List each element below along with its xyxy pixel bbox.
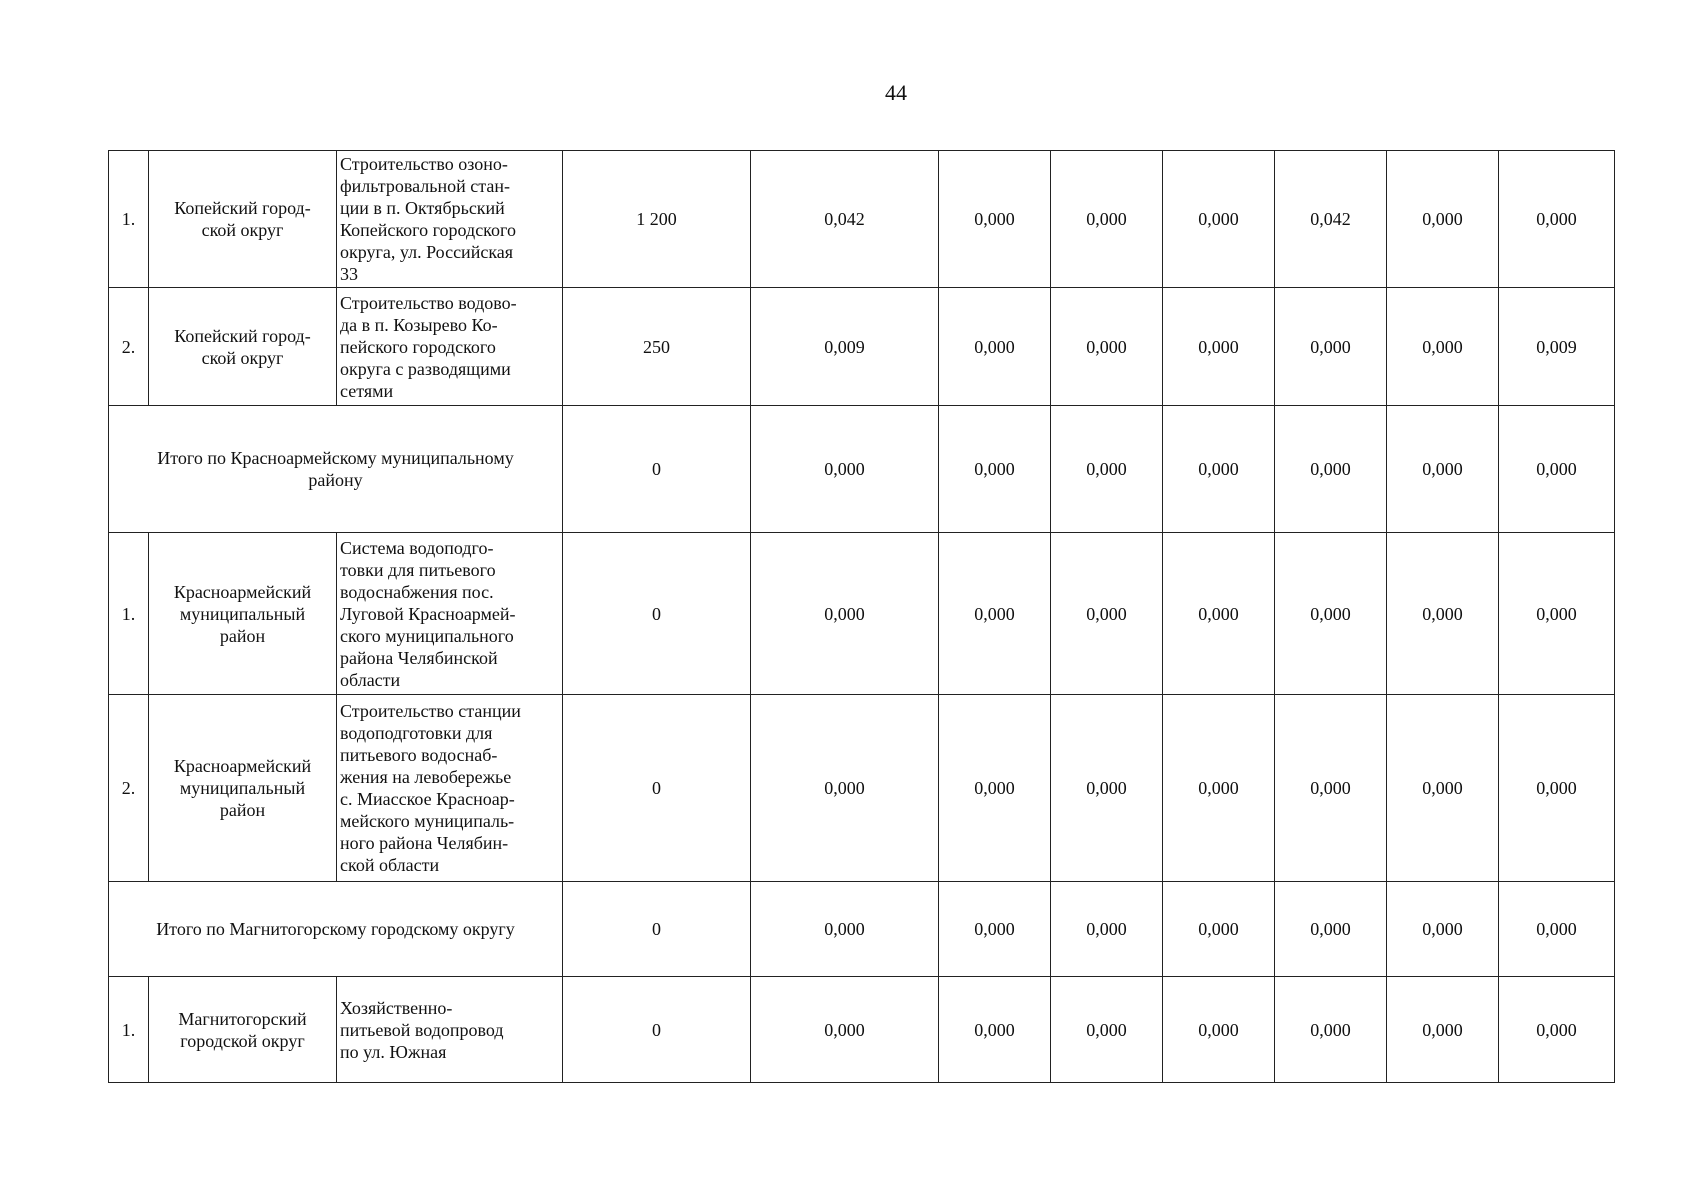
value-cell: 0 xyxy=(563,533,751,695)
value-cell: 0,000 xyxy=(1387,533,1499,695)
value-cell: 0,009 xyxy=(751,288,939,406)
value-cell: 0,000 xyxy=(1163,406,1275,533)
table-row xyxy=(109,288,1615,406)
row-number: 1. xyxy=(109,151,149,288)
row-number: 2. xyxy=(109,695,149,882)
value-cell: 0,000 xyxy=(1051,288,1163,406)
value-cell: 250 xyxy=(563,288,751,406)
row-number: 1. xyxy=(109,533,149,695)
municipality-name: Красноармейский муниципальный район xyxy=(149,695,337,882)
value-cell: 0,000 xyxy=(939,151,1051,288)
municipality-name: Копейский город- ской округ xyxy=(149,288,337,406)
value-cell: 0,000 xyxy=(1163,151,1275,288)
value-cell: 0,000 xyxy=(939,695,1051,882)
value-cell: 0,000 xyxy=(1163,288,1275,406)
value-cell: 0,000 xyxy=(1163,695,1275,882)
project-description: Хозяйственно- питьевой водопровод по ул. Южная xyxy=(337,977,563,1083)
value-cell: 0,000 xyxy=(751,882,939,977)
value-cell: 0,000 xyxy=(1387,977,1499,1083)
value-cell: 0,000 xyxy=(1275,406,1387,533)
value-cell: 0,042 xyxy=(751,151,939,288)
value-cell: 0,000 xyxy=(1163,533,1275,695)
value-cell: 0,000 xyxy=(751,977,939,1083)
table-row xyxy=(109,695,1615,882)
value-cell: 0,000 xyxy=(939,406,1051,533)
table-body xyxy=(109,151,1615,1083)
value-cell: 0,000 xyxy=(1499,695,1615,882)
total-label: Итого по Красноармейскому муниципальному району xyxy=(109,406,563,533)
row-number: 2. xyxy=(109,288,149,406)
value-cell: 0,000 xyxy=(939,882,1051,977)
value-cell: 0,000 xyxy=(1499,882,1615,977)
project-description: Система водоподго- товки для питьевого водоснабжения пос. Луговой Красноармей- ского муниципального района Челябинской области xyxy=(337,533,563,695)
value-cell: 0,000 xyxy=(1275,533,1387,695)
value-cell: 0,000 xyxy=(939,533,1051,695)
value-cell: 0,000 xyxy=(751,533,939,695)
value-cell: 0 xyxy=(563,977,751,1083)
total-row xyxy=(109,406,1615,533)
value-cell: 0,000 xyxy=(1387,288,1499,406)
value-cell: 0,000 xyxy=(1275,288,1387,406)
value-cell: 0,000 xyxy=(1387,406,1499,533)
value-cell: 0,000 xyxy=(1275,977,1387,1083)
value-cell: 0,000 xyxy=(1499,533,1615,695)
value-cell: 0,000 xyxy=(1387,151,1499,288)
value-cell: 0,000 xyxy=(751,406,939,533)
value-cell: 1 200 xyxy=(563,151,751,288)
value-cell: 0,000 xyxy=(1051,406,1163,533)
value-cell: 0,000 xyxy=(939,977,1051,1083)
value-cell: 0,000 xyxy=(1051,977,1163,1083)
table-row xyxy=(109,533,1615,695)
page-number: 44 xyxy=(885,80,907,105)
value-cell: 0,000 xyxy=(1499,406,1615,533)
report-table xyxy=(108,150,1615,1083)
value-cell: 0,000 xyxy=(1051,533,1163,695)
value-cell: 0 xyxy=(563,882,751,977)
municipality-name: Магнитогорский городской округ xyxy=(149,977,337,1083)
value-cell: 0,042 xyxy=(1275,151,1387,288)
value-cell: 0,000 xyxy=(1275,695,1387,882)
value-cell: 0,009 xyxy=(1499,288,1615,406)
project-description: Строительство станции водоподготовки для питьевого водоснаб- жения на левобережье с. Миасское Красноар- мейского муниципаль- ного района Челябин- ской области xyxy=(337,695,563,882)
value-cell: 0,000 xyxy=(1499,977,1615,1083)
value-cell: 0,000 xyxy=(1499,151,1615,288)
value-cell: 0,000 xyxy=(1387,695,1499,882)
table-row xyxy=(109,151,1615,288)
value-cell: 0,000 xyxy=(1163,977,1275,1083)
value-cell: 0,000 xyxy=(751,695,939,882)
total-row xyxy=(109,882,1615,977)
value-cell: 0,000 xyxy=(939,288,1051,406)
value-cell: 0 xyxy=(563,406,751,533)
value-cell: 0,000 xyxy=(1387,882,1499,977)
total-label: Итого по Магнитогорскому городскому округу xyxy=(109,882,563,977)
value-cell: 0,000 xyxy=(1163,882,1275,977)
value-cell: 0,000 xyxy=(1275,882,1387,977)
value-cell: 0,000 xyxy=(1051,695,1163,882)
value-cell: 0,000 xyxy=(1051,882,1163,977)
project-description: Строительство водово- да в п. Козырево Ко- пейского городского округа с разводящими сетями xyxy=(337,288,563,406)
value-cell: 0,000 xyxy=(1051,151,1163,288)
project-description: Строительство озоно- фильтровальной стан- ции в п. Октябрьский Копейского городского округа, ул. Российская 33 xyxy=(337,151,563,288)
row-number: 1. xyxy=(109,977,149,1083)
municipality-name: Копейский город- ской округ xyxy=(149,151,337,288)
table-row xyxy=(109,977,1615,1083)
value-cell: 0 xyxy=(563,695,751,882)
municipality-name: Красноармейский муниципальный район xyxy=(149,533,337,695)
